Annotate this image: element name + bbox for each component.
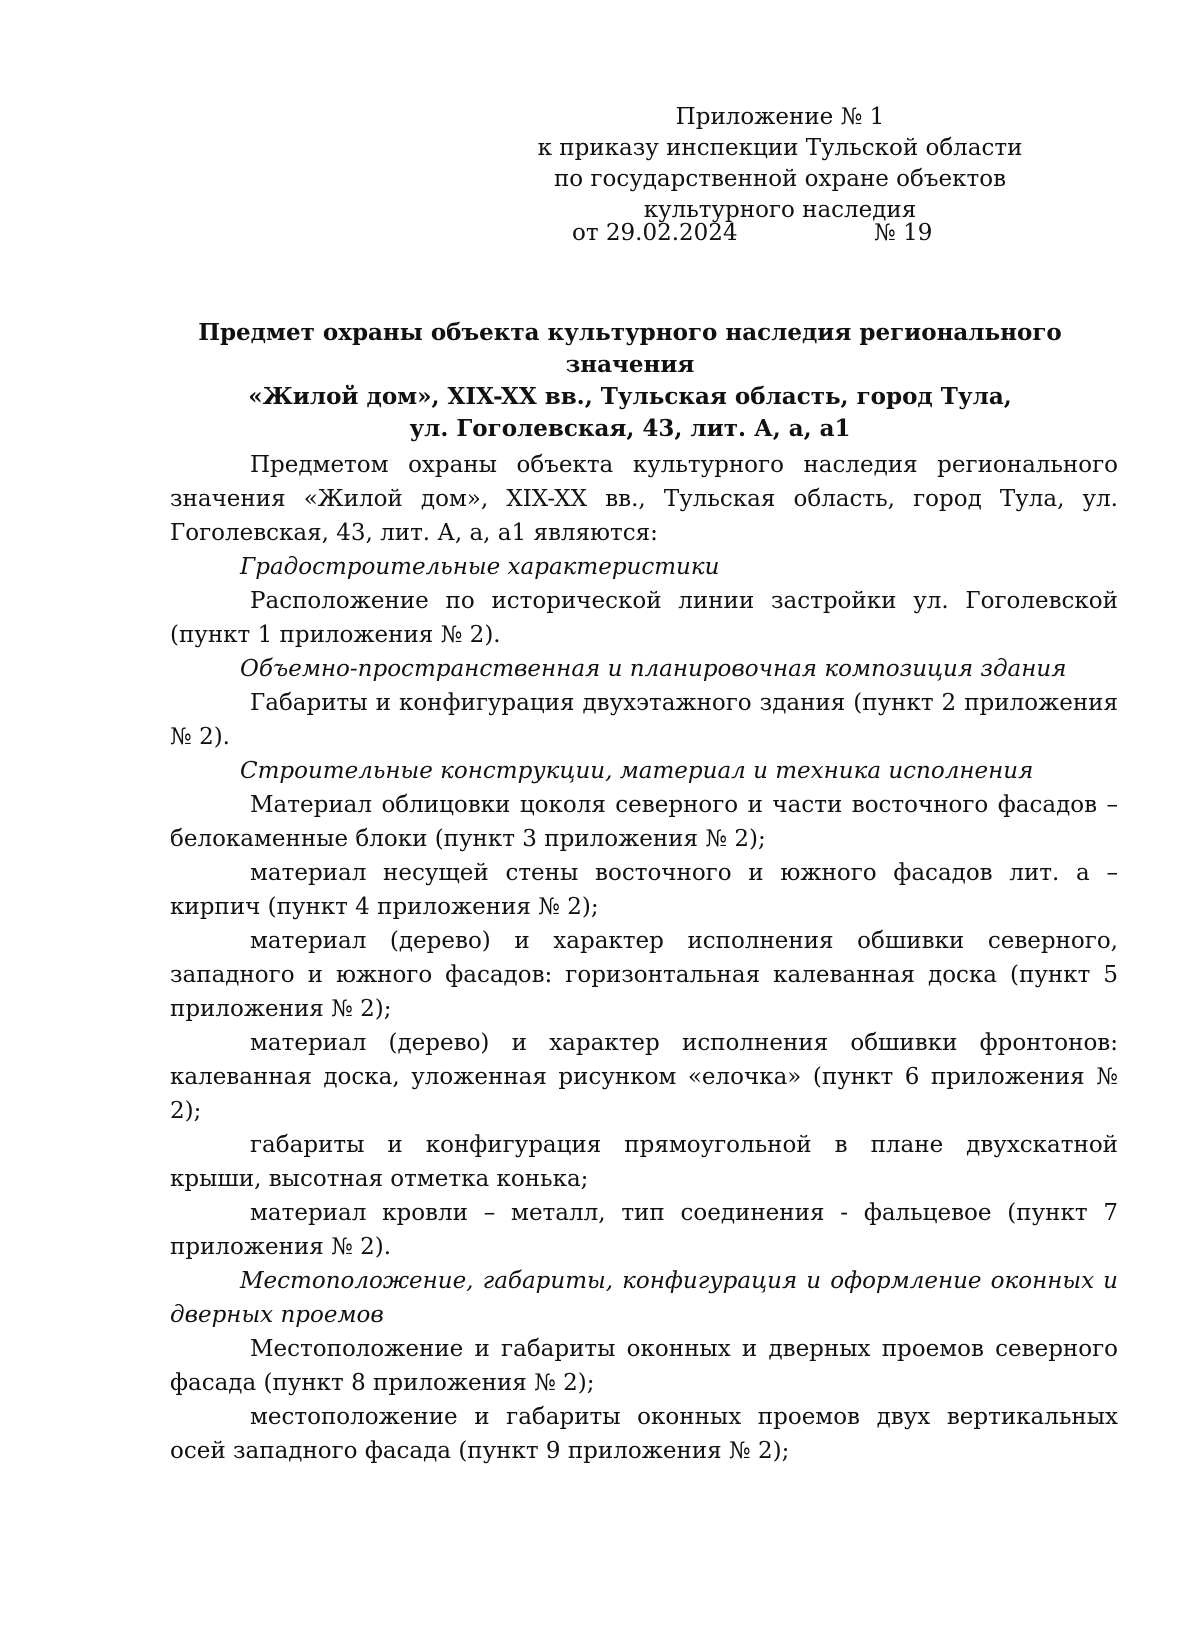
- paragraph-construction-2: материал несущей стены восточного и южного фасадов лит. а – кирпич (пункт 4 приложения № 2);: [170, 860, 1118, 920]
- paragraph-openings-1: Местоположение и габариты оконных и дверных проемов северного фасада (пункт 8 приложения № 2);: [170, 1336, 1118, 1396]
- appendix-heritage-line: культурного наследия: [643, 197, 917, 223]
- paragraph-urban-1: Расположение по исторической линии застройки ул. Гоголевской (пункт 1 приложения № 2).: [170, 588, 1118, 648]
- intro-paragraph: Предметом охраны объекта культурного наследия регионального значения «Жилой дом», XIX-XX вв., Тульская область, город Тула, ул. Гоголевская, 43, лит. А, а, а1 являются:: [170, 452, 1118, 546]
- document-body: [170, 448, 1118, 1468]
- paragraph-construction-4: материал (дерево) и характер исполнения обшивки фронтонов: калеванная доска, уложенная рисунком «елочка» (пункт 6 приложения № 2);: [170, 1030, 1118, 1124]
- title-line-1: Предмет охраны объекта культурного наследия регионального значения: [198, 319, 1062, 378]
- appendix-date-row: [520, 218, 1040, 246]
- paragraph-construction-6: материал кровли – металл, тип соединения - фальцевое (пункт 7 приложения № 2).: [170, 1200, 1118, 1260]
- paragraph-construction-3: материал (дерево) и характер исполнения обшивки северного, западного и южного фасадов: горизонтальная калеванная доска (пункт 5 приложения № 2);: [170, 928, 1118, 1022]
- order-number: № 19: [874, 220, 933, 246]
- paragraph-composition-1: Габариты и конфигурация двухэтажного здания (пункт 2 приложения № 2).: [170, 690, 1118, 750]
- appendix-header: [520, 102, 1040, 246]
- document-title: [150, 317, 1110, 445]
- paragraph-construction-5: габариты и конфигурация прямоугольной в плане двухскатной крыши, высотная отметка конька;: [170, 1132, 1118, 1192]
- appendix-order-line: к приказу инспекции Тульской области: [537, 135, 1023, 161]
- appendix-authority-line: по государственной охране объектов: [553, 166, 1007, 192]
- appendix-number: Приложение № 1: [675, 104, 885, 130]
- paragraph-construction-1: Материал облицовки цоколя северного и части восточного фасадов – белокаменные блоки (пункт 3 приложения № 2);: [170, 792, 1118, 852]
- paragraph-openings-2: местоположение и габариты оконных проемов двух вертикальных осей западного фасада (пункт 9 приложения № 2);: [170, 1404, 1118, 1464]
- section-heading-urban: Градостроительные характеристики: [240, 554, 720, 580]
- title-line-2: «Жилой дом», XIX-XX вв., Тульская область, город Тула,: [248, 383, 1012, 410]
- order-date: от 29.02.2024: [572, 220, 738, 246]
- section-heading-openings: Местоположение, габариты, конфигурация и оформление оконных и дверных проемов: [170, 1268, 1118, 1328]
- title-line-3: ул. Гоголевская, 43, лит. А, а, а1: [409, 415, 851, 442]
- section-heading-construction: Строительные конструкции, материал и техника исполнения: [240, 758, 1034, 784]
- section-heading-composition: Объемно-пространственная и планировочная композиция здания: [240, 656, 1067, 682]
